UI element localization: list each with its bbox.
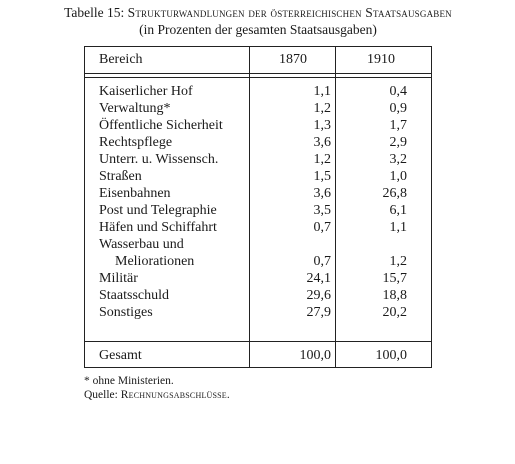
row-area: Verwaltung*	[99, 101, 171, 116]
row-1910: 0,9	[389, 101, 407, 116]
row-1870: 3,5	[313, 203, 331, 218]
table-notes	[84, 374, 230, 402]
row-area: Unterr. u. Wissensch.	[99, 152, 219, 167]
table-caption	[18, 4, 498, 38]
data-table	[84, 46, 432, 368]
footnote: * ohne Ministerien.	[84, 375, 174, 387]
header-area: Bereich	[99, 52, 143, 67]
row-area: Wasserbau und	[99, 237, 184, 252]
row-1910: 1,1	[389, 220, 407, 235]
row-1870: 3,6	[313, 135, 331, 150]
row-1870: 0,7	[313, 220, 331, 235]
table-number: Tabelle 15:	[64, 5, 125, 20]
total-1870: 100,0	[299, 348, 331, 363]
row-1910: 0,4	[389, 84, 407, 99]
row-1870: 29,6	[306, 288, 331, 303]
row-1870: 24,1	[306, 271, 331, 286]
row-1870: 1,1	[313, 84, 331, 99]
row-area: Öffentliche Sicherheit	[99, 118, 223, 133]
row-1910: 15,7	[382, 271, 407, 286]
table-subtitle: (in Prozenten der gesamten Staatsausgaben)	[139, 22, 377, 37]
total-1910: 100,0	[375, 348, 407, 363]
row-1910: 3,2	[389, 152, 407, 167]
row-1910: 1,7	[389, 118, 407, 133]
row-1910: 6,1	[389, 203, 407, 218]
row-1870: 3,6	[313, 186, 331, 201]
row-1910: 20,2	[382, 305, 407, 320]
header-1870: 1870	[279, 52, 307, 67]
total-rule	[85, 341, 431, 342]
table-title: Strukturwandlungen der österreichischen Staatsausgaben	[127, 5, 452, 20]
row-area: Kaiserlicher Hof	[99, 84, 193, 99]
caption-title-line	[18, 4, 498, 21]
column-divider	[335, 47, 336, 367]
row-1910: 2,9	[389, 135, 407, 150]
source-label: Quelle:	[84, 389, 118, 401]
row-1910: 18,8	[382, 288, 407, 303]
row-1870: 1,5	[313, 169, 331, 184]
row-1910: 1,2	[389, 254, 407, 269]
source-text: Rechnungsabschlüsse.	[120, 389, 230, 401]
row-area: Staatsschuld	[99, 288, 169, 303]
row-area: Post und Telegraphie	[99, 203, 217, 218]
row-area: Straßen	[99, 169, 142, 184]
row-area: Meliorationen	[115, 254, 195, 269]
row-area: Eisenbahnen	[99, 186, 171, 201]
row-1870: 1,3	[313, 118, 331, 133]
row-1910: 26,8	[382, 186, 407, 201]
source-line	[84, 388, 230, 402]
row-area: Militär	[99, 271, 138, 286]
header-rule-double	[85, 77, 431, 78]
row-area: Rechtspflege	[99, 135, 173, 150]
row-area: Sonstiges	[99, 305, 153, 320]
row-1870: 27,9	[306, 305, 331, 320]
row-1870: 0,7	[313, 254, 331, 269]
row-area: Häfen und Schiffahrt	[99, 220, 217, 235]
total-label: Gesamt	[99, 348, 142, 363]
row-1910: 1,0	[389, 169, 407, 184]
header-1910: 1910	[367, 52, 395, 67]
header-rule	[85, 73, 431, 74]
row-1870: 1,2	[313, 152, 331, 167]
column-divider	[249, 47, 250, 367]
row-1870: 1,2	[313, 101, 331, 116]
